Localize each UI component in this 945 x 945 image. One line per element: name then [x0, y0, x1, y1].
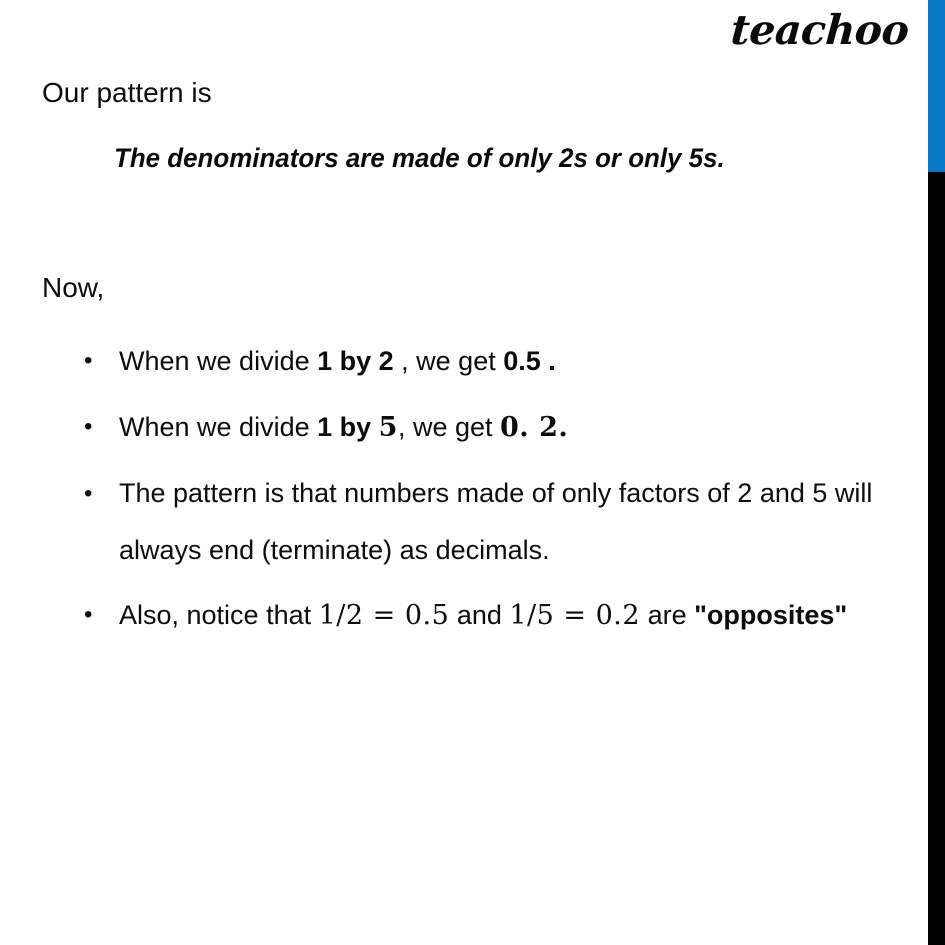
list-item-text [119, 346, 556, 376]
list-item-text [119, 412, 568, 442]
segment-line-1: The pattern is that numbers made of only factors of 2 and 5 [119, 478, 828, 508]
segment-bold: . [540, 346, 556, 376]
now-label: Now, [42, 272, 105, 303]
segment-text: are [640, 600, 695, 630]
blue-accent-bar [928, 0, 945, 172]
bullet-list [0, 332, 900, 645]
bullet-marker-icon: • [84, 480, 93, 507]
segment-bold: 0.5 [503, 346, 541, 376]
segment-emphasis: "opposites" [694, 600, 848, 630]
segment-text: , we get [393, 346, 504, 376]
segment-bold: 1 by [317, 412, 379, 442]
list-item [0, 398, 900, 457]
segment-line-2: will always end (terminate) as decimals. [119, 478, 873, 565]
segment-text: When we divide [119, 346, 318, 376]
bullet-marker-icon: • [84, 413, 93, 440]
list-item [0, 465, 900, 579]
segment-math: 1/2 = 0.5 [318, 600, 450, 631]
list-item-text [119, 478, 872, 565]
list-item [0, 586, 900, 645]
segment-text: Also, notice that [119, 600, 319, 630]
pattern-statement: The denominators are made of only 2s or only 5s. [114, 143, 725, 173]
segment-math-bold: 5 [378, 412, 398, 443]
segment-bold: 1 by 2 [317, 346, 394, 376]
segment-text: , we get [397, 412, 500, 442]
segment-math: 1/5 = 0.2 [509, 600, 641, 631]
segment-text: When we divide [119, 412, 318, 442]
segment-text: and [449, 600, 510, 630]
bullet-marker-icon: • [84, 601, 93, 628]
teachoo-logo: teachoo [729, 6, 911, 54]
black-accent-bar [928, 172, 945, 945]
bullet-marker-icon: • [84, 347, 93, 374]
segment-math-bold: 0. 2. [500, 412, 569, 443]
list-item [0, 332, 900, 390]
intro-line: Our pattern is [42, 77, 212, 108]
list-item-text [119, 600, 847, 630]
right-edge-bar [928, 0, 945, 945]
